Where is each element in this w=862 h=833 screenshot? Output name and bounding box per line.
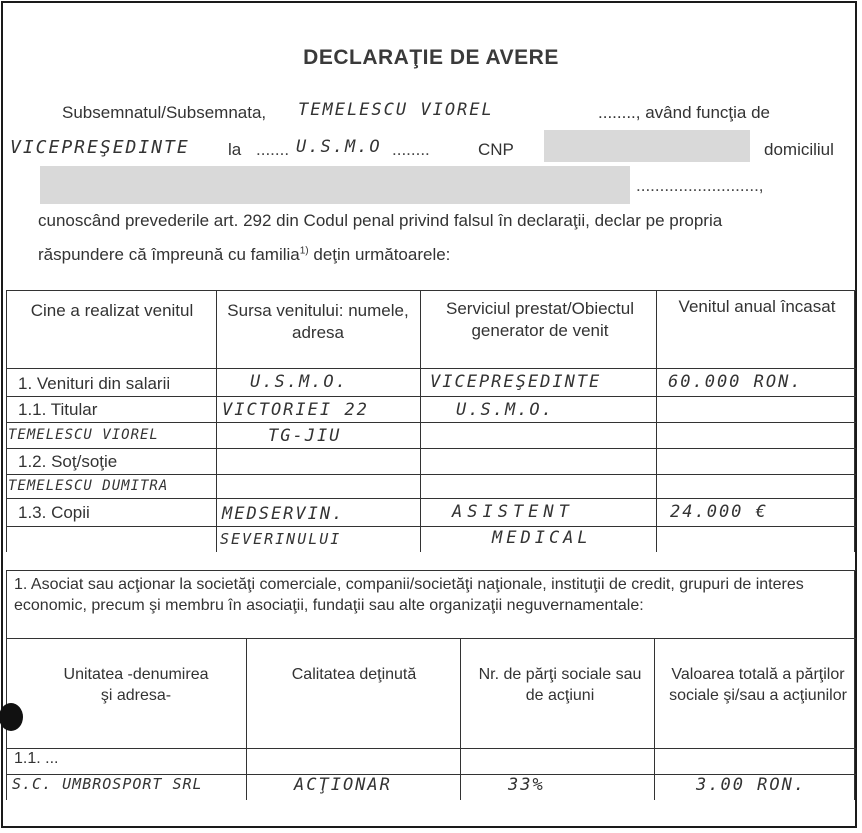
shares-table	[6, 570, 856, 800]
income-header-service: Serviciul prestat/Obiectul generator de venit	[445, 299, 635, 340]
income-row-source: SEVERINULUI	[220, 530, 342, 548]
shares-header-count: Nr. de părţi sociale sau de acţiuni	[478, 666, 642, 704]
income-row-service: MEDICAL	[492, 528, 592, 548]
intro-line5	[38, 245, 450, 265]
income-row-label: 1.1. Titular	[18, 400, 98, 419]
shares-row-quality: ACŢIONAR	[294, 775, 392, 795]
intro-line1-suffix: ........, având funcţia de	[598, 103, 770, 122]
document-title: DECLARAŢIE DE AVERE	[303, 46, 559, 69]
cnp-redaction	[544, 130, 750, 162]
income-row-service: ASISTENT	[452, 502, 574, 522]
shares-header-value: Valoarea totală a părţilor sociale şi/sau a acţiunilor	[669, 666, 847, 704]
shares-header-quality: Calitatea deţinută	[291, 666, 417, 683]
income-row-amount: 60.000 RON.	[668, 372, 803, 392]
shares-intro: 1. Asociat sau acţionar la societăţi comerciale, companii/societăţi naţionale, instituţii de credit, grupuri de interes economic, precum şi membru în asociaţii, fundaţii sau alte organizaţii neguvernamentale:	[14, 576, 804, 614]
income-row-source: U.S.M.O.	[250, 372, 348, 392]
shares-header-unit: Unitatea -denumirea şi adresa-	[63, 666, 209, 704]
income-row-service: U.S.M.O.	[456, 400, 554, 420]
income-header-who: Cine a realizat venitul	[30, 301, 194, 320]
income-row-label: TEMELESCU VIOREL	[8, 427, 159, 443]
income-table	[6, 290, 856, 552]
institution-dots-left: .......	[256, 140, 290, 159]
shares-row-index: 1.1. ...	[14, 750, 59, 767]
intro-line1-prefix: Subsemnatul/Subsemnata,	[62, 103, 267, 122]
footnote-marker: 1)	[299, 245, 309, 257]
address-redaction	[40, 166, 630, 204]
income-row-label: 1. Venituri din salarii	[18, 374, 171, 393]
institution-dots-right: ........	[392, 140, 430, 159]
income-row-source: TG-JIU	[268, 426, 342, 446]
income-row-amount: 24.000 €	[670, 502, 768, 522]
income-row-label: 1.3. Copii	[18, 503, 90, 522]
income-row-service: VICEPREŞEDINTE	[430, 372, 602, 392]
domiciliul-label: domiciliul	[764, 140, 834, 159]
declarant-name: TEMELESCU VIOREL	[298, 100, 494, 120]
income-header-source: Sursa venitului: numele, adresa	[227, 301, 409, 342]
intro-line5-end: deţin următoarele:	[308, 245, 451, 264]
income-row-source: VICTORIEI 22	[222, 400, 369, 420]
intro-line4: cunoscând prevederile art. 292 din Codul penal privind falsul în declaraţii, declar pe propria	[38, 211, 723, 230]
declarant-function: VICEPREŞEDINTE	[10, 137, 190, 158]
income-row-label: 1.2. Soţ/soţie	[18, 452, 118, 471]
declarant-institution: U.S.M.O	[296, 137, 382, 157]
cnp-label: CNP	[478, 140, 514, 159]
intro-line5-text: răspundere că împreună cu familia	[38, 245, 300, 264]
income-row-source: MEDSERVIN.	[222, 504, 345, 524]
intro-line2-la: la	[228, 140, 242, 159]
shares-row-unit: S.C. UMBROSPORT SRL	[12, 775, 203, 793]
address-dots: ..........................,	[636, 176, 764, 195]
income-header-amount: Venitul anual încasat	[678, 297, 836, 316]
income-row-label: TEMELESCU DUMITRA	[8, 478, 169, 494]
shares-row-shares: 33%	[508, 775, 545, 795]
shares-row-value: 3.00 RON.	[696, 775, 807, 795]
ink-blot	[0, 703, 23, 731]
